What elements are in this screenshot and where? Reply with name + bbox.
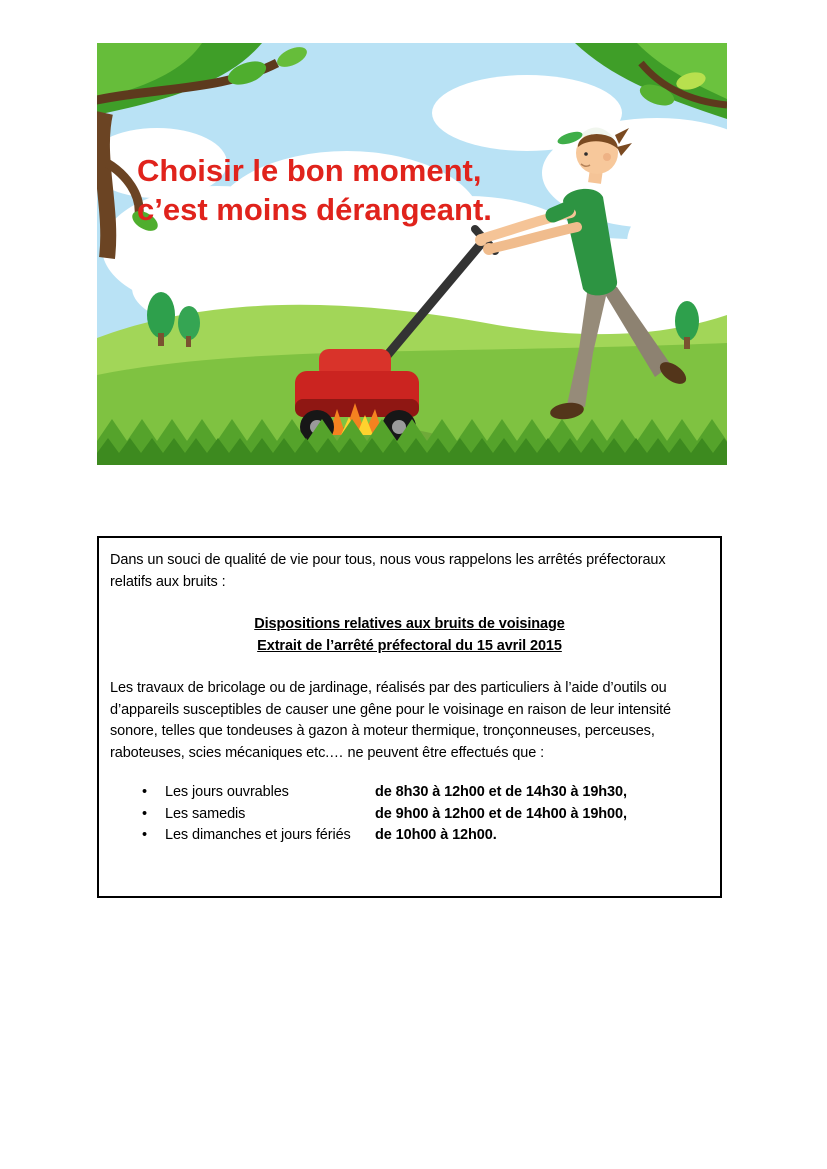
notice-box bbox=[97, 536, 722, 898]
schedule-item bbox=[110, 804, 709, 826]
headline-line-1: Choisir le bon moment, bbox=[137, 153, 482, 188]
bullet-icon: • bbox=[142, 805, 147, 822]
schedule-item bbox=[110, 782, 709, 804]
notice-title-line-2: Extrait de l’arrêté préfectoral du 15 avril 2015 bbox=[257, 637, 562, 654]
schedule-times: de 9h00 à 12h00 et de 14h00 à 19h00, bbox=[375, 805, 627, 822]
cartoon-scene bbox=[97, 43, 727, 465]
schedule-item bbox=[110, 825, 709, 847]
schedule-label: Les dimanches et jours fériés bbox=[165, 827, 351, 843]
lawnmower-illustration bbox=[97, 43, 727, 465]
schedule-times: de 8h30 à 12h00 et de 14h30 à 19h30, bbox=[375, 784, 627, 800]
notice-title-line-1: Dispositions relatives aux bruits de voisinage bbox=[254, 616, 565, 632]
notice-intro: Dans un souci de qualité de vie pour tous, nous vous rappelons les arrêtés préfectoraux relatifs aux bruits : bbox=[110, 552, 666, 590]
bullet-icon: • bbox=[142, 827, 147, 843]
schedule-list bbox=[110, 782, 709, 847]
notice-body: Les travaux de bricolage ou de jardinage, réalisés par des particuliers à l’aide d’outils ou d’appareils susceptibles de causer une gêne pour le voisinage en raison de leur intensité sonore, telles que tondeuses à gazon à moteur thermique, tronçonneuses, perceuses, raboteuses, scies mécaniques etc.… ne peuvent être effectués que : bbox=[110, 680, 671, 761]
bullet-icon: • bbox=[142, 784, 147, 800]
schedule-label: Les jours ouvrables bbox=[165, 784, 289, 800]
schedule-label: Les samedis bbox=[165, 805, 246, 822]
illustration-headline bbox=[137, 151, 492, 229]
headline-line-2: c’est moins dérangeant. bbox=[137, 192, 492, 227]
schedule-times: de 10h00 à 12h00. bbox=[375, 827, 497, 843]
